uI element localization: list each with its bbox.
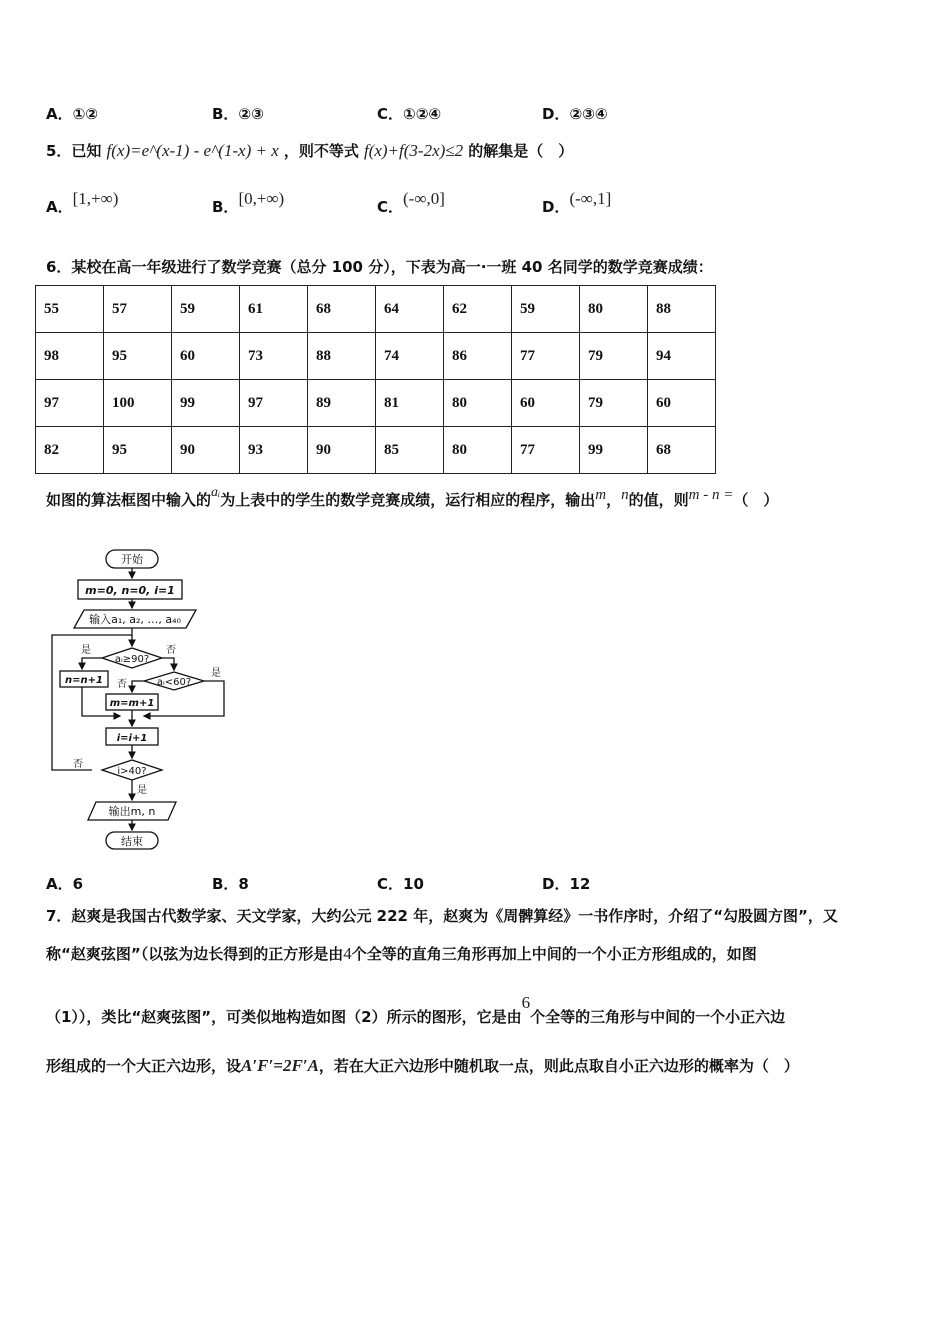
q5-option-d — [542, 189, 612, 217]
q6-line-part: 的值，则 — [628, 491, 689, 509]
flowchart-no-label: 否 — [166, 645, 176, 656]
q6-expression: m - n = — [688, 487, 734, 503]
q6-line-part: 如图的算法框图中输入的 — [46, 491, 212, 509]
q4-option-d: D．②③④ — [542, 105, 608, 123]
q5-mid: ，则不等式 — [283, 142, 359, 160]
q5-option-c-label: C． — [377, 198, 404, 216]
q6-line-part: （ ） — [733, 491, 779, 509]
q6-line-part: 为上表中的学生的数学竞赛成绩，运行相应的程序，输出 — [220, 491, 596, 509]
q4-option-c: C．①②④ — [377, 105, 442, 123]
q6-option-a: A．6 — [46, 875, 84, 893]
q7-line-part: 称“赵爽弦图”（以弦为边长得到的正方形是由 — [46, 945, 344, 963]
flowchart-yes-label: 是 — [211, 668, 221, 679]
table-cell: 95 — [104, 333, 172, 380]
table-cell: 73 — [240, 333, 308, 380]
table-cell: 57 — [104, 286, 172, 333]
q5-option-b-label: B． — [212, 198, 239, 216]
q6-option-b: B．8 — [212, 875, 249, 893]
q6-question-line — [46, 485, 779, 510]
score-table — [35, 285, 716, 474]
table-row — [36, 380, 716, 427]
table-cell: 88 — [308, 333, 376, 380]
flowchart-end-label: 结束 — [121, 835, 143, 848]
q5-suffix: 的解集是（ ） — [468, 142, 574, 160]
flowchart-m-inc-label: m=m+1 — [109, 698, 155, 709]
q5-option-d-label: D． — [542, 198, 570, 216]
q7-line-1: 7．赵爽是我国古代数学家、天文学家，大约公元 222 年，赵爽为《周髀算经》一书作序时，介绍了“勾股圆方图”，又 — [46, 907, 838, 925]
q5-option-b-value: [0,+∞) — [238, 189, 285, 208]
q5-stem — [46, 140, 573, 161]
q6-option-c: C．10 — [377, 875, 424, 893]
q5-prefix: 5．已知 — [46, 142, 102, 160]
q7-line-part: 个全等的直角三角形再加上中间的一个小正方形组成的，如图 — [351, 945, 757, 963]
q7-line-part: ，若在大正六边形中随机取一点，则此点取自小正六边形的概率为（ ） — [318, 1057, 799, 1075]
table-cell: 80 — [444, 380, 512, 427]
q7-line-part: 个全等的三角形与中间的一个小正六边 — [530, 1008, 786, 1026]
table-cell: 95 — [104, 427, 172, 474]
table-cell: 79 — [580, 380, 648, 427]
q6-n-symbol: n — [621, 487, 629, 503]
q5-option-c-value: (-∞,0] — [403, 189, 445, 208]
q5-option-b — [212, 189, 285, 217]
q5-option-c — [377, 189, 445, 217]
table-cell: 68 — [308, 286, 376, 333]
q4-option-a: A．①② — [46, 105, 99, 123]
q7-expression: A′F′=2F′A — [241, 1056, 319, 1075]
q5-option-a-value: [1,+∞) — [72, 189, 119, 208]
flowchart-no-label: 否 — [73, 759, 83, 770]
table-cell: 94 — [648, 333, 716, 380]
table-cell: 81 — [376, 380, 444, 427]
q6-option-d: D．12 — [542, 875, 591, 893]
q7-line-part: （1）），类比“赵爽弦图”，可类似地构造如图（2）所示的图形，它是由 — [46, 1008, 522, 1026]
flowchart-no-label: 否 — [117, 679, 127, 690]
table-cell: 60 — [648, 380, 716, 427]
table-cell: 61 — [240, 286, 308, 333]
table-cell: 79 — [580, 333, 648, 380]
table-cell: 97 — [36, 380, 104, 427]
q7-line-3 — [46, 993, 786, 1027]
table-cell: 100 — [104, 380, 172, 427]
flowchart-yes-label: 是 — [81, 645, 91, 656]
table-cell: 59 — [172, 286, 240, 333]
table-cell: 89 — [308, 380, 376, 427]
table-cell: 55 — [36, 286, 104, 333]
flowchart-cond1-label: aᵢ≥90? — [114, 654, 150, 665]
q5-option-a-label: A． — [46, 198, 73, 216]
table-cell: 93 — [240, 427, 308, 474]
table-cell: 80 — [580, 286, 648, 333]
q5-option-a — [46, 189, 119, 217]
table-row — [36, 427, 716, 474]
q7-number-6: 6 — [521, 993, 531, 1012]
table-cell: 60 — [172, 333, 240, 380]
q5-inequality: f(x)+f(3-2x)≤2 — [363, 141, 464, 160]
q6-m-symbol: m — [595, 487, 607, 503]
table-cell: 97 — [240, 380, 308, 427]
q7-line-4 — [46, 1056, 799, 1076]
q6-ai-symbol: aᵢ — [211, 485, 221, 500]
flowchart-i-inc-label: i=i+1 — [116, 733, 148, 744]
q7-number-4: 4 — [343, 944, 352, 963]
q7-line-2 — [46, 944, 757, 964]
table-cell: 86 — [444, 333, 512, 380]
table-cell: 85 — [376, 427, 444, 474]
table-cell: 99 — [580, 427, 648, 474]
table-cell: 77 — [512, 427, 580, 474]
flowchart-start-label: 开始 — [121, 553, 143, 566]
q6-stem: 6．某校在高一年级进行了数学竞赛（总分 100 分），下表为高一·一班 40 名同学的数学竞赛成绩： — [46, 258, 713, 276]
q6-line-part: ， — [606, 491, 622, 509]
table-cell: 98 — [36, 333, 104, 380]
table-cell: 88 — [648, 286, 716, 333]
table-cell: 82 — [36, 427, 104, 474]
table-row — [36, 333, 716, 380]
table-cell: 68 — [648, 427, 716, 474]
table-row — [36, 286, 716, 333]
flowchart-cond2-label: aᵢ<60? — [156, 677, 192, 688]
table-cell: 90 — [172, 427, 240, 474]
table-cell: 59 — [512, 286, 580, 333]
table-cell: 90 — [308, 427, 376, 474]
table-cell: 77 — [512, 333, 580, 380]
flowchart-init-label: m=0, n=0, i=1 — [85, 584, 175, 597]
flowchart-input-label: 输入a₁, a₂, …, a₄₀ — [89, 613, 181, 626]
q7-line-part: 形组成的一个大正六边形，设 — [46, 1057, 242, 1075]
q5-option-d-value: (-∞,1] — [569, 189, 612, 208]
table-cell: 64 — [376, 286, 444, 333]
table-cell: 74 — [376, 333, 444, 380]
table-cell: 99 — [172, 380, 240, 427]
flowchart-output-label: 输出m, n — [108, 805, 156, 818]
table-cell: 80 — [444, 427, 512, 474]
flowchart-n-inc-label: n=n+1 — [65, 675, 103, 686]
table-cell: 60 — [512, 380, 580, 427]
flowchart-yes-label: 是 — [137, 785, 147, 796]
q4-option-b: B．②③ — [212, 105, 264, 123]
table-cell: 62 — [444, 286, 512, 333]
q5-function: f(x)=e^(x-1) - e^(1-x) + x — [106, 141, 279, 160]
flowchart — [40, 540, 240, 858]
flowchart-cond3-label: i>40? — [117, 766, 147, 777]
